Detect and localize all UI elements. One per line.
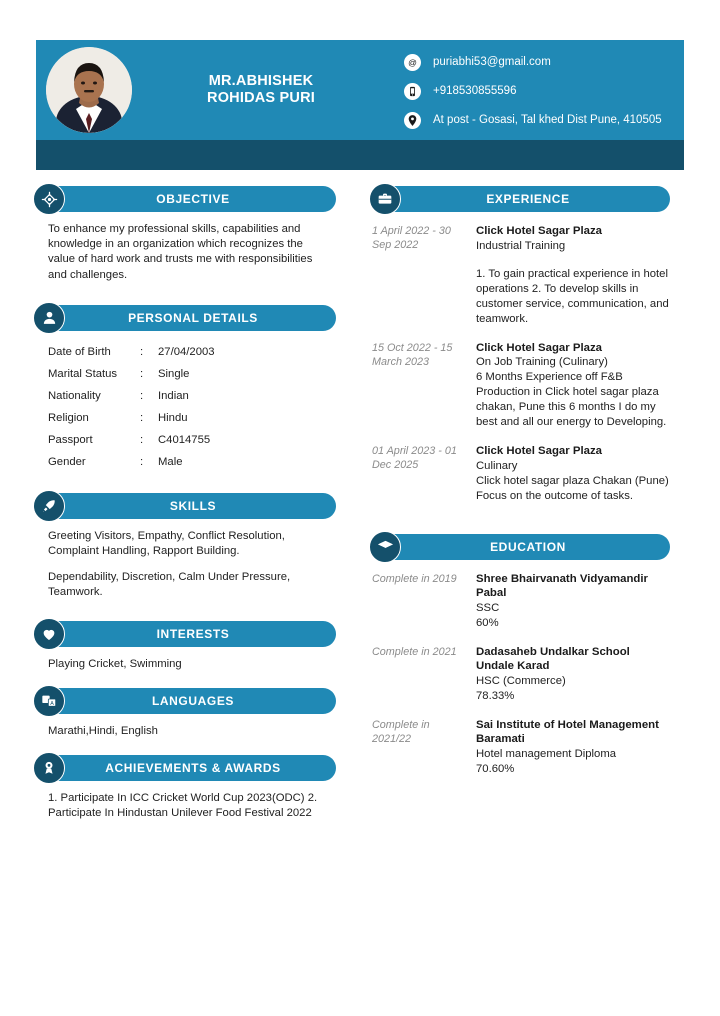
education-score: 78.33% [476, 689, 515, 702]
achievements-header [36, 755, 336, 781]
contact-address[interactable] [404, 112, 662, 129]
right-column [372, 186, 670, 791]
mobile-phone-icon [404, 83, 421, 100]
interests-body [36, 647, 336, 672]
rocket-icon [33, 490, 65, 522]
section-languages [36, 688, 336, 739]
interests-header [36, 621, 336, 647]
experience-header [372, 186, 670, 212]
contact-phone-text: +918530855596 [433, 84, 517, 97]
list-item [372, 341, 670, 431]
spacer [36, 473, 336, 493]
experience-main [476, 224, 670, 327]
section-achievements [36, 755, 336, 821]
education-header [372, 534, 670, 560]
experience-date: 15 Oct 2022 - 15 March 2023 [372, 341, 453, 368]
section-objective [36, 186, 336, 283]
contact-email[interactable] [404, 54, 662, 71]
experience-desc: 1. To gain practical experience in hotel operations 2. To develop skills in customer service, communication, and teamwork. [476, 267, 669, 325]
skills-header [36, 493, 336, 519]
svg-text:A: A [50, 700, 54, 707]
experience-desc: 6 Months Experience off F&B Production in Click hotel sagar plaza chakan, Pune this 6 months I do my best and all our energy to Developing. [476, 371, 667, 428]
header-accent-band [36, 140, 684, 170]
table-row [48, 451, 324, 473]
skills-line-2: Dependability, Discretion, Calm Under Pressure, Teamwork. [48, 571, 291, 599]
contact-email-text: puriabhi53@gmail.com [433, 55, 551, 68]
spacer [36, 672, 336, 688]
education-org: Shree Bhairvanath Vidyamandir Pabal [476, 572, 648, 599]
experience-org: Click Hotel Sagar Plaza [476, 225, 602, 237]
pd-value: 27/04/2003 [158, 345, 215, 358]
objective-header [36, 186, 336, 212]
skills-body [36, 519, 336, 601]
contact-address-text: At post - Gosasi, Tal khed Dist Pune, 410505 [433, 113, 662, 126]
experience-desc: Click hotel sagar plaza Chakan (Pune) Focus on the outcome of tasks. [476, 474, 669, 502]
avatar [46, 47, 132, 133]
education-main [476, 718, 670, 777]
left-column [36, 186, 336, 821]
achievements-body [36, 781, 336, 821]
translate-icon [33, 685, 65, 717]
table-row [48, 385, 324, 407]
languages-text: Marathi,Hindi, English [48, 724, 158, 737]
target-icon [33, 183, 65, 215]
contact-phone[interactable] [404, 83, 662, 100]
avatar-photo [46, 47, 132, 133]
resume-header [36, 40, 684, 140]
pd-label: Nationality [48, 389, 101, 402]
interests-text: Playing Cricket, Swimming [48, 657, 182, 670]
education-date: Complete in 2019 [372, 572, 457, 585]
svg-text:@: @ [408, 56, 417, 67]
education-org: Dadasaheb Undalkar School Undale Karad [476, 645, 630, 672]
education-title: EDUCATION [490, 539, 566, 554]
education-score: 60% [476, 616, 499, 629]
list-item [372, 718, 670, 777]
list-item [372, 224, 670, 327]
achievements-text: 1. Participate In ICC Cricket World Cup 2023(ODC) 2. Participate In Hindustan Unilever Food Festival 2022 [48, 792, 318, 820]
section-education [372, 534, 670, 777]
table-row [48, 363, 324, 385]
pd-value: Single [158, 367, 190, 380]
experience-role: Culinary [476, 459, 518, 472]
education-main [476, 572, 670, 631]
list-item [372, 645, 670, 704]
section-interests [36, 621, 336, 672]
pd-label: Religion [48, 411, 89, 424]
education-main [476, 645, 670, 704]
education-score: 70.60% [476, 762, 515, 775]
personal-details-table [36, 331, 336, 473]
objective-text: To enhance my professional skills, capabilities and knowledge in an organization which recognizes the value of hard work and trusts me with responsibilities and challenges. [48, 223, 313, 281]
education-date: Complete in 2021 [372, 645, 457, 658]
personal-details-title: PERSONAL DETAILS [128, 310, 258, 325]
pd-separator: : [140, 389, 144, 402]
table-row [48, 407, 324, 429]
languages-header [36, 688, 336, 714]
experience-main [476, 444, 670, 504]
education-role: HSC (Commerce) [476, 674, 566, 687]
pd-separator: : [140, 345, 144, 358]
spacer [36, 283, 336, 305]
pd-separator: : [140, 433, 144, 446]
skills-title: SKILLS [169, 498, 217, 513]
table-row [48, 429, 324, 451]
pd-label: Date of Birth [48, 345, 111, 358]
pd-value: Hindu [158, 411, 188, 424]
experience-role: Industrial Training [476, 239, 566, 252]
pd-value: Male [158, 455, 183, 468]
location-pin-icon [404, 112, 421, 129]
languages-title: LANGUAGES [151, 693, 235, 708]
spacer [372, 518, 670, 534]
contact-list [404, 52, 662, 129]
achievements-title: ACHIEVEMENTS & AWARDS [105, 761, 281, 776]
pd-label: Gender [48, 455, 86, 468]
experience-org: Click Hotel Sagar Plaza [476, 445, 602, 457]
spacer [36, 601, 336, 621]
person-icon [33, 302, 65, 334]
education-role: SSC [476, 601, 500, 614]
education-date: Complete in 2021/22 [372, 718, 430, 745]
pd-separator: : [140, 367, 144, 380]
pd-value: Indian [158, 389, 189, 402]
award-ribbon-icon [33, 752, 65, 784]
graduation-cap-icon [369, 531, 401, 563]
pd-label: Marital Status [48, 367, 118, 380]
at-sign-icon [404, 54, 421, 71]
section-personal-details [36, 305, 336, 473]
objective-body [36, 212, 336, 283]
pd-separator: : [140, 411, 144, 424]
spacer [36, 739, 336, 755]
experience-date: 1 April 2022 - 30 Sep 2022 [372, 225, 451, 251]
experience-entries [372, 212, 670, 504]
skills-line-1: Greeting Visitors, Empathy, Conflict Resolution, Complaint Handling, Rapport Building. [48, 529, 285, 558]
education-org: Sai Institute of Hotel Management Baramati [476, 718, 659, 745]
table-row [48, 341, 324, 363]
objective-title: OBJECTIVE [156, 192, 230, 206]
name-block [156, 73, 366, 107]
education-role: Hotel management Diploma [476, 747, 617, 760]
name-line-1: MR.ABHISHEK [208, 73, 314, 89]
section-experience [372, 186, 670, 504]
interests-title: INTERESTS [156, 626, 230, 641]
heart-icon [33, 618, 65, 650]
list-item [372, 572, 670, 631]
pd-value: C4014755 [158, 433, 211, 446]
section-skills [36, 493, 336, 601]
name-line-2: ROHIDAS PURI [207, 90, 315, 106]
experience-role: On Job Training (Culinary) [476, 356, 608, 368]
experience-main [476, 341, 670, 431]
experience-title: EXPERIENCE [486, 192, 570, 206]
education-entries [372, 560, 670, 777]
personal-details-header [36, 305, 336, 331]
briefcase-icon [369, 183, 401, 215]
languages-body [36, 714, 336, 739]
list-item [372, 444, 670, 504]
experience-org: Click Hotel Sagar Plaza [476, 341, 602, 354]
pd-separator: : [140, 455, 144, 468]
experience-date: 01 April 2023 - 01 Dec 2025 [372, 445, 457, 471]
pd-label: Passport [48, 433, 93, 446]
